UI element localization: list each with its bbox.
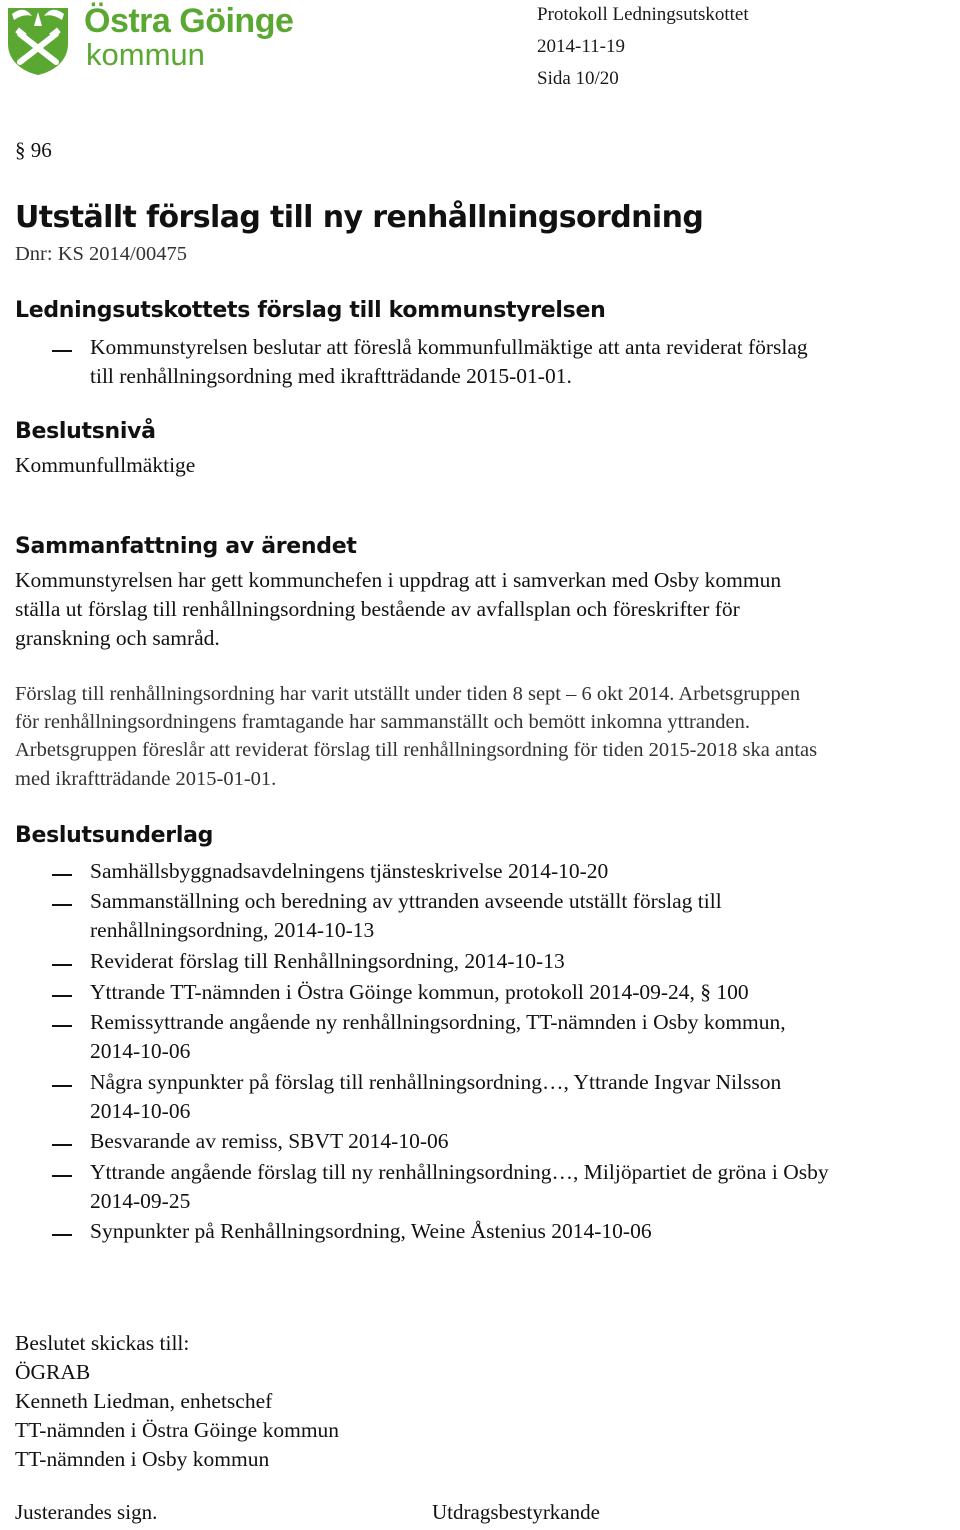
list-item-line: Yttrande angående förslag till ny renhållningsordning…, Miljöpartiet de gröna i Osby (90, 1160, 829, 1184)
paragraph-line: med ikraftträdande 2015-01-01. (15, 768, 277, 790)
list-item-line: Samhällsbyggnadsavdelningens tjänsteskrivelse 2014-10-20 (90, 859, 609, 883)
dash-bullet (52, 1085, 72, 1087)
page-title: Utställt förslag till ny renhållningsordning (15, 200, 704, 235)
list-item-line: Yttrande TT-nämnden i Östra Göinge kommun, protokoll 2014-09-24, § 100 (90, 980, 749, 1004)
paragraph-line: Kommunstyrelsen har gett kommunchefen i uppdrag att i samverkan med Osby kommun (15, 568, 782, 592)
footer-utdragsbestyrkande: Utdragsbestyrkande (432, 1500, 600, 1524)
recipient: ÖGRAB (15, 1360, 91, 1384)
list-item-line: Synpunkter på Renhållningsordning, Weine Åstenius 2014-10-06 (90, 1219, 652, 1243)
dash-bullet (52, 1025, 72, 1027)
dnr-reference: Dnr: KS 2014/00475 (15, 243, 187, 265)
paragraph-line: för renhållningsordningens framtagande har sammanställt och bemött inkomna yttranden. (15, 711, 750, 733)
logo-name-line2: kommun (86, 37, 205, 72)
list-item-line: 2014-09-25 (90, 1189, 191, 1213)
header-date: 2014-11-19 (537, 36, 625, 57)
dash-bullet (52, 350, 72, 352)
list-item-line: renhållningsordning, 2014-10-13 (90, 918, 375, 942)
footer-justerandes-sign: Justerandes sign. (15, 1500, 158, 1524)
dash-bullet (52, 1175, 72, 1177)
coat-of-arms-icon (6, 4, 70, 76)
list-item-line: Några synpunkter på förslag till renhållningsordning…, Yttrande Ingvar Nilsson (90, 1070, 782, 1094)
paragraph-line: Arbetsgruppen föreslår att reviderat förslag till renhållningsordning för tiden 2015-2018 ska antas (15, 739, 818, 761)
list-item-line: Reviderat förslag till Renhållningsordning, 2014-10-13 (90, 949, 565, 973)
decision-level-heading: Beslutsnivå (15, 419, 156, 444)
dash-bullet (52, 964, 72, 966)
basis-heading: Beslutsunderlag (15, 823, 214, 848)
dash-bullet (52, 874, 72, 876)
section-number: § 96 (15, 138, 52, 162)
dash-bullet (52, 995, 72, 997)
proposal-heading: Ledningsutskottets förslag till kommunstyrelsen (15, 298, 606, 323)
list-item-line: 2014-10-06 (90, 1039, 191, 1063)
logo-name-line1: Östra Göinge (84, 2, 294, 40)
decision-level-value: Kommunfullmäktige (15, 453, 196, 477)
header-doc-title: Protokoll Ledningsutskottet (537, 4, 749, 25)
list-item-line: 2014-10-06 (90, 1099, 191, 1123)
list-item-line: Kommunstyrelsen beslutar att föreslå kommunfullmäktige att anta reviderat förslag (90, 335, 808, 359)
paragraph-line: ställa ut förslag till renhållningsordning bestående av avfallsplan och föreskrifter för (15, 597, 740, 621)
list-item-line: till renhållningsordning med ikraftträdande 2015-01-01. (90, 364, 572, 388)
dash-bullet (52, 904, 72, 906)
recipient: TT-nämnden i Osby kommun (15, 1447, 270, 1471)
distribution-heading: Beslutet skickas till: (15, 1331, 190, 1355)
paragraph-line: Förslag till renhållningsordning har varit utställt under tiden 8 sept – 6 okt 2014. Arbetsgruppen (15, 683, 801, 705)
summary-heading: Sammanfattning av ärendet (15, 534, 357, 559)
dash-bullet (52, 1234, 72, 1236)
dash-bullet (52, 1144, 72, 1146)
recipient: Kenneth Liedman, enhetschef (15, 1389, 273, 1413)
recipient: TT-nämnden i Östra Göinge kommun (15, 1418, 340, 1442)
municipality-logo (6, 4, 306, 76)
paragraph-line: granskning och samråd. (15, 626, 220, 650)
list-item-line: Remissyttrande angående ny renhållningsordning, TT-nämnden i Osby kommun, (90, 1010, 786, 1034)
list-item-line: Sammanställning och beredning av yttranden avseende utställt förslag till (90, 889, 722, 913)
list-item-line: Besvarande av remiss, SBVT 2014-10-06 (90, 1129, 449, 1153)
header-page-number: Sida 10/20 (537, 68, 619, 89)
